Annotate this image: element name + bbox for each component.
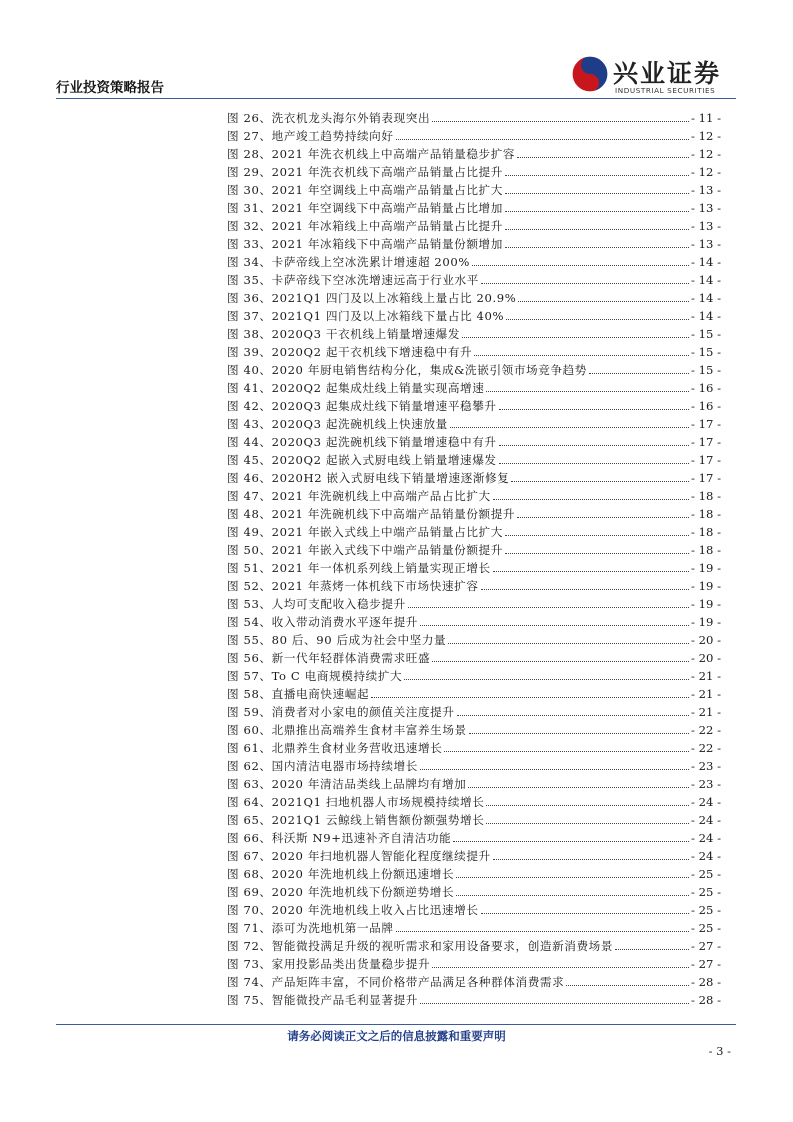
- toc-entry-page: - 21 -: [691, 705, 721, 719]
- toc-entry-title: 图 58、直播电商快速崛起: [227, 687, 370, 701]
- toc-entry[interactable]: [227, 485, 721, 503]
- toc-dot-leader: [481, 913, 690, 914]
- toc-entry-title: 图 59、消费者对小家电的颜值关注度提升: [227, 705, 455, 719]
- toc-entry-page: - 16 -: [691, 399, 721, 413]
- toc-dot-leader: [486, 391, 689, 392]
- toc-entry-page: - 13 -: [691, 201, 721, 215]
- toc-entry[interactable]: [227, 809, 721, 827]
- toc-entry-page: - 28 -: [691, 993, 721, 1007]
- toc-entry-page: - 11 -: [691, 111, 721, 125]
- toc-entry-page: - 23 -: [691, 777, 721, 791]
- toc-entry-title: 图 39、2020Q2 起干衣机线下增速稳中有升: [227, 345, 473, 359]
- toc-entry-title: 图 35、卡萨帝线下空冰洗增速远高于行业水平: [227, 273, 479, 287]
- toc-entry-title: 图 66、科沃斯 N9+迅速补齐自清洁功能: [227, 831, 452, 845]
- toc-entry-title: 图 61、北鼎养生食材业务营收迅速增长: [227, 741, 443, 755]
- toc-dot-leader: [396, 139, 689, 140]
- toc-entry-title: 图 57、To C 电商规模持续扩大: [227, 669, 403, 683]
- toc-entry-page: - 12 -: [691, 165, 721, 179]
- toc-entry[interactable]: [227, 395, 721, 413]
- toc-entry[interactable]: [227, 611, 721, 629]
- toc-dot-leader: [505, 193, 689, 194]
- toc-entry[interactable]: [227, 647, 721, 665]
- toc-entry[interactable]: [227, 719, 721, 737]
- toc-entry-page: - 17 -: [691, 453, 721, 467]
- toc-entry-page: - 17 -: [691, 435, 721, 449]
- footer-rule: [56, 1024, 736, 1025]
- toc-entry-page: - 22 -: [691, 741, 721, 755]
- toc-entry-title: 图 75、智能微投产品毛利显著提升: [227, 993, 418, 1007]
- toc-entry-title: 图 70、2020 年洗地机线上收入占比迅速增长: [227, 903, 479, 917]
- toc-dot-leader: [432, 121, 689, 122]
- toc-entry[interactable]: [227, 791, 721, 809]
- toc-entry[interactable]: [227, 251, 721, 269]
- toc-entry[interactable]: [227, 863, 721, 881]
- toc-entry[interactable]: [227, 881, 721, 899]
- toc-entry-title: 图 64、2021Q1 扫地机器人市场规模持续增长: [227, 795, 485, 809]
- toc-dot-leader: [499, 463, 689, 464]
- toc-entry-title: 图 71、添可为洗地机第一品牌: [227, 921, 394, 935]
- toc-entry-page: - 20 -: [691, 633, 721, 647]
- toc-entry[interactable]: [227, 359, 721, 377]
- toc-entry[interactable]: [227, 557, 721, 575]
- toc-entry-page: - 18 -: [691, 489, 721, 503]
- toc-dot-leader: [506, 319, 689, 320]
- toc-dot-leader: [450, 427, 689, 428]
- toc-entry[interactable]: [227, 827, 721, 845]
- toc-entry[interactable]: [227, 143, 721, 161]
- toc-entry-page: - 15 -: [691, 363, 721, 377]
- toc-entry-page: - 20 -: [691, 651, 721, 665]
- brand-emblem-icon: [570, 54, 610, 94]
- toc-entry-page: - 24 -: [691, 795, 721, 809]
- toc-dot-leader: [518, 301, 689, 302]
- toc-entry[interactable]: [227, 701, 721, 719]
- toc-entry[interactable]: [227, 341, 721, 359]
- toc-entry-title: 图 31、2021 年空调线下中高端产品销量占比增加: [227, 201, 503, 215]
- toc-entry[interactable]: [227, 377, 721, 395]
- figure-index: [227, 107, 721, 1007]
- toc-entry-page: - 24 -: [691, 813, 721, 827]
- toc-entry[interactable]: [227, 521, 721, 539]
- toc-dot-leader: [566, 985, 689, 986]
- toc-dot-leader: [481, 589, 690, 590]
- toc-dot-leader: [493, 499, 689, 500]
- toc-dot-leader: [499, 445, 689, 446]
- toc-entry-title: 图 46、2020H2 嵌入式厨电线下销量增速逐渐修复: [227, 471, 510, 485]
- toc-entry[interactable]: [227, 233, 721, 251]
- toc-dot-leader: [457, 715, 689, 716]
- toc-dot-leader: [432, 967, 689, 968]
- toc-entry-page: - 18 -: [691, 543, 721, 557]
- toc-entry-title: 图 32、2021 年冰箱线上中高端产品销量占比提升: [227, 219, 503, 233]
- toc-dot-leader: [444, 751, 689, 752]
- toc-entry-title: 图 40、2020 年厨电销售结构分化，集成&洗嵌引领市场竞争趋势: [227, 363, 587, 377]
- toc-entry-page: - 21 -: [691, 669, 721, 683]
- toc-entry[interactable]: [227, 575, 721, 593]
- toc-entry-title: 图 69、2020 年洗地机线下份额逆势增长: [227, 885, 455, 899]
- toc-entry[interactable]: [227, 503, 721, 521]
- toc-dot-leader: [481, 283, 689, 284]
- toc-dot-leader: [468, 787, 689, 788]
- toc-dot-leader: [505, 211, 689, 212]
- toc-entry-title: 图 63、2020 年清洁品类线上品牌均有增加: [227, 777, 467, 791]
- toc-entry-page: - 19 -: [691, 615, 721, 629]
- toc-entry[interactable]: [227, 539, 721, 557]
- toc-entry-title: 图 37、2021Q1 四门及以上冰箱线下量占比 40%: [227, 309, 505, 323]
- toc-entry-page: - 27 -: [691, 957, 721, 971]
- toc-entry-page: - 14 -: [691, 309, 721, 323]
- toc-entry-title: 图 29、2021 年洗衣机线下高端产品销量占比提升: [227, 165, 503, 179]
- toc-entry-title: 图 72、智能微投满足升级的视听需求和家用设备要求，创造新消费场景: [227, 939, 614, 953]
- toc-entry[interactable]: [227, 269, 721, 287]
- toc-dot-leader: [408, 607, 689, 608]
- toc-dot-leader: [469, 733, 689, 734]
- toc-entry-title: 图 42、2020Q3 起集成灶线下销量增速平稳攀升: [227, 399, 497, 413]
- toc-entry[interactable]: [227, 431, 721, 449]
- toc-entry-page: - 25 -: [691, 903, 721, 917]
- toc-dot-leader: [448, 643, 689, 644]
- toc-entry-page: - 13 -: [691, 183, 721, 197]
- toc-entry[interactable]: [227, 737, 721, 755]
- toc-entry-title: 图 54、收入带动消费水平逐年提升: [227, 615, 418, 629]
- toc-entry-title: 图 55、80 后、90 后成为社会中坚力量: [227, 633, 447, 647]
- toc-entry-title: 图 53、人均可支配收入稳步提升: [227, 597, 406, 611]
- toc-entry-title: 图 65、2021Q1 云鲸线上销售额份额强势增长: [227, 813, 485, 827]
- toc-entry-page: - 21 -: [691, 687, 721, 701]
- toc-entry[interactable]: [227, 683, 721, 701]
- toc-dot-leader: [453, 841, 689, 842]
- toc-dot-leader: [456, 877, 689, 878]
- toc-entry-title: 图 41、2020Q2 起集成灶线上销量实现高增速: [227, 381, 485, 395]
- toc-dot-leader: [371, 697, 689, 698]
- toc-dot-leader: [493, 571, 689, 572]
- toc-dot-leader: [396, 931, 689, 932]
- toc-dot-leader: [474, 355, 689, 356]
- toc-entry-page: - 27 -: [691, 939, 721, 953]
- toc-entry-page: - 24 -: [691, 831, 721, 845]
- toc-entry-page: - 13 -: [691, 237, 721, 251]
- toc-dot-leader: [432, 661, 689, 662]
- toc-entry-page: - 25 -: [691, 921, 721, 935]
- toc-entry-title: 图 60、北鼎推出高端养生食材丰富养生场景: [227, 723, 467, 737]
- toc-entry[interactable]: [227, 773, 721, 791]
- brand-logo: [570, 54, 735, 94]
- toc-dot-leader: [499, 409, 689, 410]
- toc-entry-page: - 16 -: [691, 381, 721, 395]
- toc-entry-title: 图 74、产品矩阵丰富，不同价格带产品满足各种群体消费需求: [227, 975, 565, 989]
- toc-entry-title: 图 73、家用投影品类出货量稳步提升: [227, 957, 431, 971]
- toc-entry-title: 图 27、地产竣工趋势持续向好: [227, 129, 394, 143]
- toc-entry-page: - 15 -: [691, 345, 721, 359]
- toc-entry-title: 图 62、国内清洁电器市场持续增长: [227, 759, 418, 773]
- toc-entry-page: - 19 -: [691, 597, 721, 611]
- toc-dot-leader: [517, 517, 689, 518]
- toc-dot-leader: [505, 535, 689, 536]
- toc-entry-page: - 19 -: [691, 561, 721, 575]
- toc-entry-title: 图 44、2020Q3 起洗碗机线下销量增速稳中有升: [227, 435, 497, 449]
- toc-entry-title: 图 34、卡萨帝线上空冰洗累计增速超 200%: [227, 255, 470, 269]
- toc-dot-leader: [589, 373, 689, 374]
- toc-entry-title: 图 47、2021 年洗碗机线上中高端产品占比扩大: [227, 489, 491, 503]
- toc-entry-title: 图 67、2020 年扫地机器人智能化程度继续提升: [227, 849, 491, 863]
- toc-dot-leader: [404, 679, 689, 680]
- toc-entry[interactable]: [227, 593, 721, 611]
- toc-entry-title: 图 68、2020 年洗地机线上份额迅速增长: [227, 867, 455, 881]
- header-rule: [56, 98, 736, 99]
- toc-dot-leader: [505, 229, 689, 230]
- toc-dot-leader: [505, 175, 689, 176]
- toc-dot-leader: [517, 157, 689, 158]
- toc-entry[interactable]: [227, 629, 721, 647]
- report-type-title: 行业投资策略报告: [56, 80, 164, 96]
- toc-entry[interactable]: [227, 179, 721, 197]
- toc-entry-page: - 14 -: [691, 273, 721, 287]
- toc-entry[interactable]: [227, 107, 721, 125]
- toc-dot-leader: [456, 895, 689, 896]
- toc-entry[interactable]: [227, 899, 721, 917]
- toc-entry-page: - 22 -: [691, 723, 721, 737]
- toc-entry-page: - 28 -: [691, 975, 721, 989]
- toc-entry[interactable]: [227, 971, 721, 989]
- toc-entry-page: - 23 -: [691, 759, 721, 773]
- toc-entry-page: - 14 -: [691, 291, 721, 305]
- toc-dot-leader: [486, 805, 689, 806]
- toc-entry-page: - 13 -: [691, 219, 721, 233]
- toc-entry-title: 图 48、2021 年洗碗机线下中高端产品销量份额提升: [227, 507, 516, 521]
- toc-entry-page: - 19 -: [691, 579, 721, 593]
- toc-entry[interactable]: [227, 323, 721, 341]
- toc-entry-title: 图 51、2021 年一体机系列线上销量实现正增长: [227, 561, 491, 575]
- toc-entry-title: 图 28、2021 年洗衣机线上中高端产品销量稳步扩容: [227, 147, 516, 161]
- toc-dot-leader: [511, 481, 689, 482]
- toc-dot-leader: [505, 553, 689, 554]
- toc-entry-page: - 25 -: [691, 885, 721, 899]
- toc-entry-title: 图 26、洗衣机龙头海尔外销表现突出: [227, 111, 431, 125]
- toc-entry[interactable]: [227, 917, 721, 935]
- disclaimer-text: 请务必阅读正文之后的信息披露和重要声明: [287, 1029, 506, 1043]
- toc-entry-title: 图 30、2021 年空调线上中高端产品销量占比扩大: [227, 183, 503, 197]
- toc-entry[interactable]: [227, 287, 721, 305]
- toc-entry[interactable]: [227, 953, 721, 971]
- page-number: - 3 -: [708, 1044, 731, 1058]
- toc-entry-page: - 25 -: [691, 867, 721, 881]
- toc-entry-page: - 17 -: [691, 417, 721, 431]
- toc-entry[interactable]: [227, 413, 721, 431]
- toc-entry-title: 图 45、2020Q2 起嵌入式厨电线上销量增速爆发: [227, 453, 497, 467]
- toc-entry-title: 图 49、2021 年嵌入式线上中端产品销量占比扩大: [227, 525, 503, 539]
- toc-entry-page: - 24 -: [691, 849, 721, 863]
- toc-entry-page: - 17 -: [691, 471, 721, 485]
- toc-entry[interactable]: [227, 467, 721, 485]
- toc-entry-page: - 12 -: [691, 147, 721, 161]
- toc-entry-title: 图 52、2021 年蒸烤一体机线下市场快速扩容: [227, 579, 479, 593]
- toc-entry-title: 图 56、新一代年轻群体消费需求旺盛: [227, 651, 431, 665]
- toc-entry-title: 图 36、2021Q1 四门及以上冰箱线上量占比 20.9%: [227, 291, 517, 305]
- toc-entry[interactable]: [227, 665, 721, 683]
- toc-entry[interactable]: [227, 197, 721, 215]
- toc-entry-page: - 15 -: [691, 327, 721, 341]
- toc-entry[interactable]: [227, 935, 721, 953]
- toc-entry-title: 图 38、2020Q3 干衣机线上销量增速爆发: [227, 327, 461, 341]
- toc-entry-page: - 12 -: [691, 129, 721, 143]
- toc-dot-leader: [486, 823, 689, 824]
- toc-dot-leader: [472, 265, 689, 266]
- toc-entry-page: - 18 -: [691, 507, 721, 521]
- toc-dot-leader: [505, 247, 689, 248]
- toc-entry-title: 图 33、2021 年冰箱线下中高端产品销量份额增加: [227, 237, 503, 251]
- toc-entry[interactable]: [227, 215, 721, 233]
- toc-dot-leader: [420, 1003, 689, 1004]
- toc-dot-leader: [420, 625, 689, 626]
- toc-dot-leader: [615, 949, 689, 950]
- toc-entry[interactable]: [227, 305, 721, 323]
- toc-entry[interactable]: [227, 125, 721, 143]
- toc-entry-page: - 14 -: [691, 255, 721, 269]
- brand-name-en: INDUSTRIAL SECURITIES: [615, 86, 716, 95]
- toc-dot-leader: [420, 769, 689, 770]
- toc-dot-leader: [462, 337, 689, 338]
- toc-entry[interactable]: [227, 161, 721, 179]
- toc-entry[interactable]: [227, 755, 721, 773]
- toc-entry[interactable]: [227, 989, 721, 1007]
- toc-entry-page: - 18 -: [691, 525, 721, 539]
- brand-name-cn: 兴业证券: [613, 59, 722, 88]
- toc-entry-title: 图 43、2020Q3 起洗碗机线上快速放量: [227, 417, 448, 431]
- toc-entry[interactable]: [227, 845, 721, 863]
- toc-dot-leader: [493, 859, 689, 860]
- toc-entry[interactable]: [227, 449, 721, 467]
- toc-entry-title: 图 50、2021 年嵌入式线下中端产品销量份额提升: [227, 543, 503, 557]
